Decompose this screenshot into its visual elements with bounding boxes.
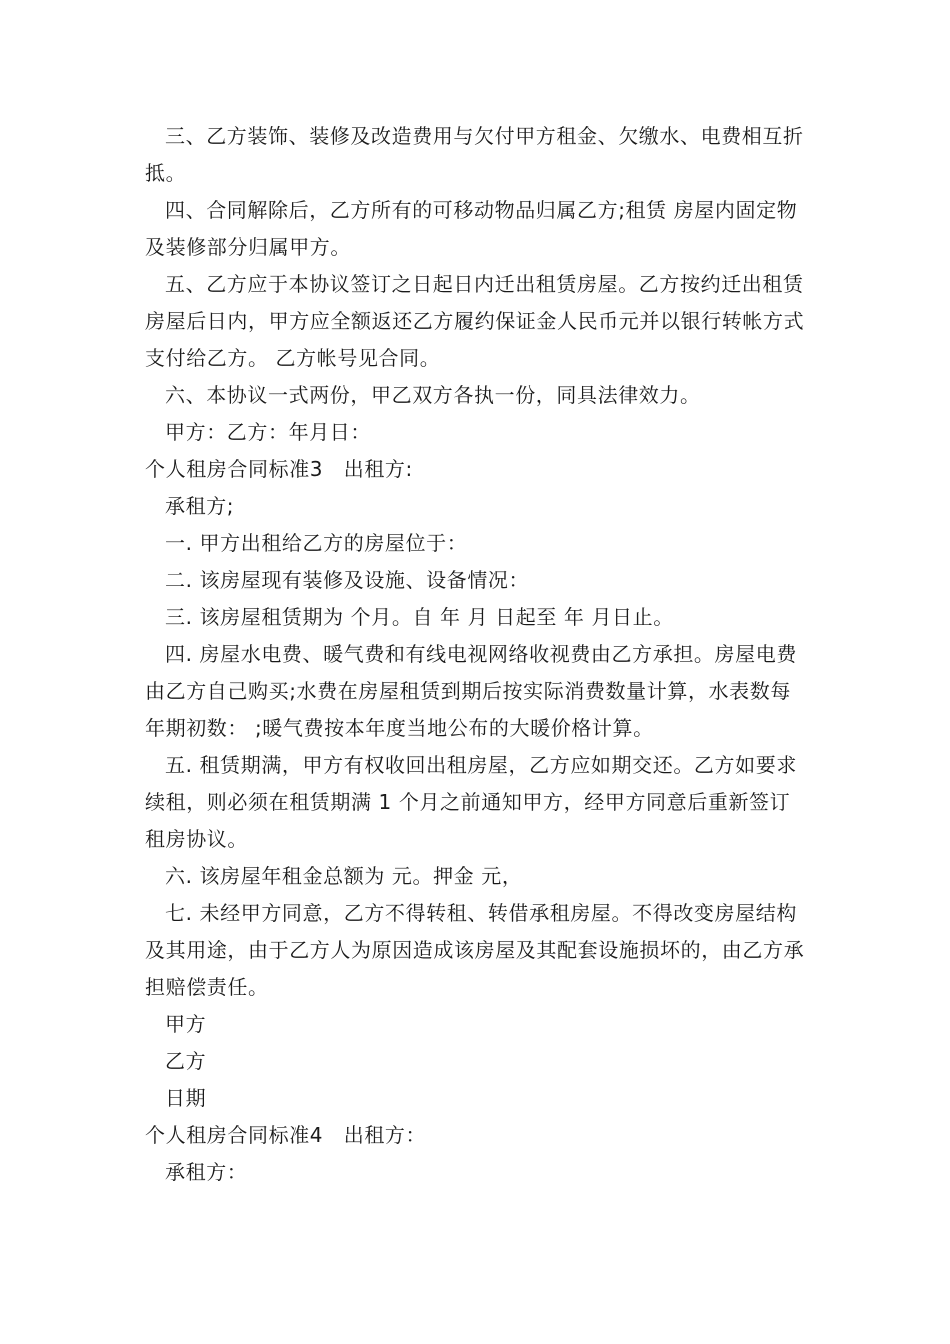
item-6: 六. 该房屋年租金总额为 元。押金 元， [165, 864, 523, 888]
item-4: 四. 房屋水电费、暖气费和有线电视网络收视费由乙方承担。房屋电费由乙方自己购买;水费在房屋租赁到期后按实际消费数量计算，水表数每年期初数： ;暖气费按本年度当地公布的大暖价格计算。 [145, 642, 797, 740]
party-a-label: 甲方 [165, 1012, 207, 1036]
item-1: 一. 甲方出租给乙方的房屋位于： [165, 531, 468, 555]
tenant-label-2: 承租方： [165, 1160, 248, 1184]
item-7: 七. 未经甲方同意，乙方不得转租、转借承租房屋。不得改变房屋结构及其用途，由于乙方人为原因造成该房屋及其配套设施损坏的，由乙方承担赔偿责任。 [145, 901, 805, 999]
item-5: 五. 租赁期满，甲方有权收回出租房屋，乙方应如期交还。乙方如要求续租，则必须在租赁期满 1 个月之前通知甲方，经甲方同意后重新签订租房协议。 [145, 753, 797, 851]
item-2: 二. 该房屋现有装修及设施、设备情况： [165, 568, 530, 592]
item-3: 三. 该房屋租赁期为 个月。自 年 月 日起至 年 月日止。 [165, 605, 674, 629]
section-heading-4: 个人租房合同标准4 出租方： [145, 1123, 427, 1147]
paragraph-clause-6: 六、本协议一式两份，甲乙双方各执一份，同具法律效力。 [165, 383, 701, 407]
date-label: 日期 [165, 1086, 207, 1110]
party-b-label: 乙方 [165, 1049, 207, 1073]
section-heading-3: 个人租房合同标准3 出租方: [145, 457, 413, 481]
document-body [145, 118, 810, 1191]
paragraph-clause-4: 四、合同解除后，乙方所有的可移动物品归属乙方;租赁 房屋内固定物及装修部分归属甲方。 [145, 198, 798, 259]
paragraph-clause-5: 五、乙方应于本协议签订之日起日内迁出租赁房屋。乙方按约迁出租赁房屋后日内，甲方应全额返还乙方履约保证金人民币元并以银行转帐方式支付给乙方。 乙方帐号见合同。 [145, 272, 805, 370]
paragraph-clause-3: 三、乙方装饰、装修及改造费用与欠付甲方租金、欠缴水、电费相互折抵。 [145, 124, 804, 185]
signature-line: 甲方：乙方：年月日： [165, 420, 371, 444]
tenant-label: 承租方; [165, 494, 235, 518]
